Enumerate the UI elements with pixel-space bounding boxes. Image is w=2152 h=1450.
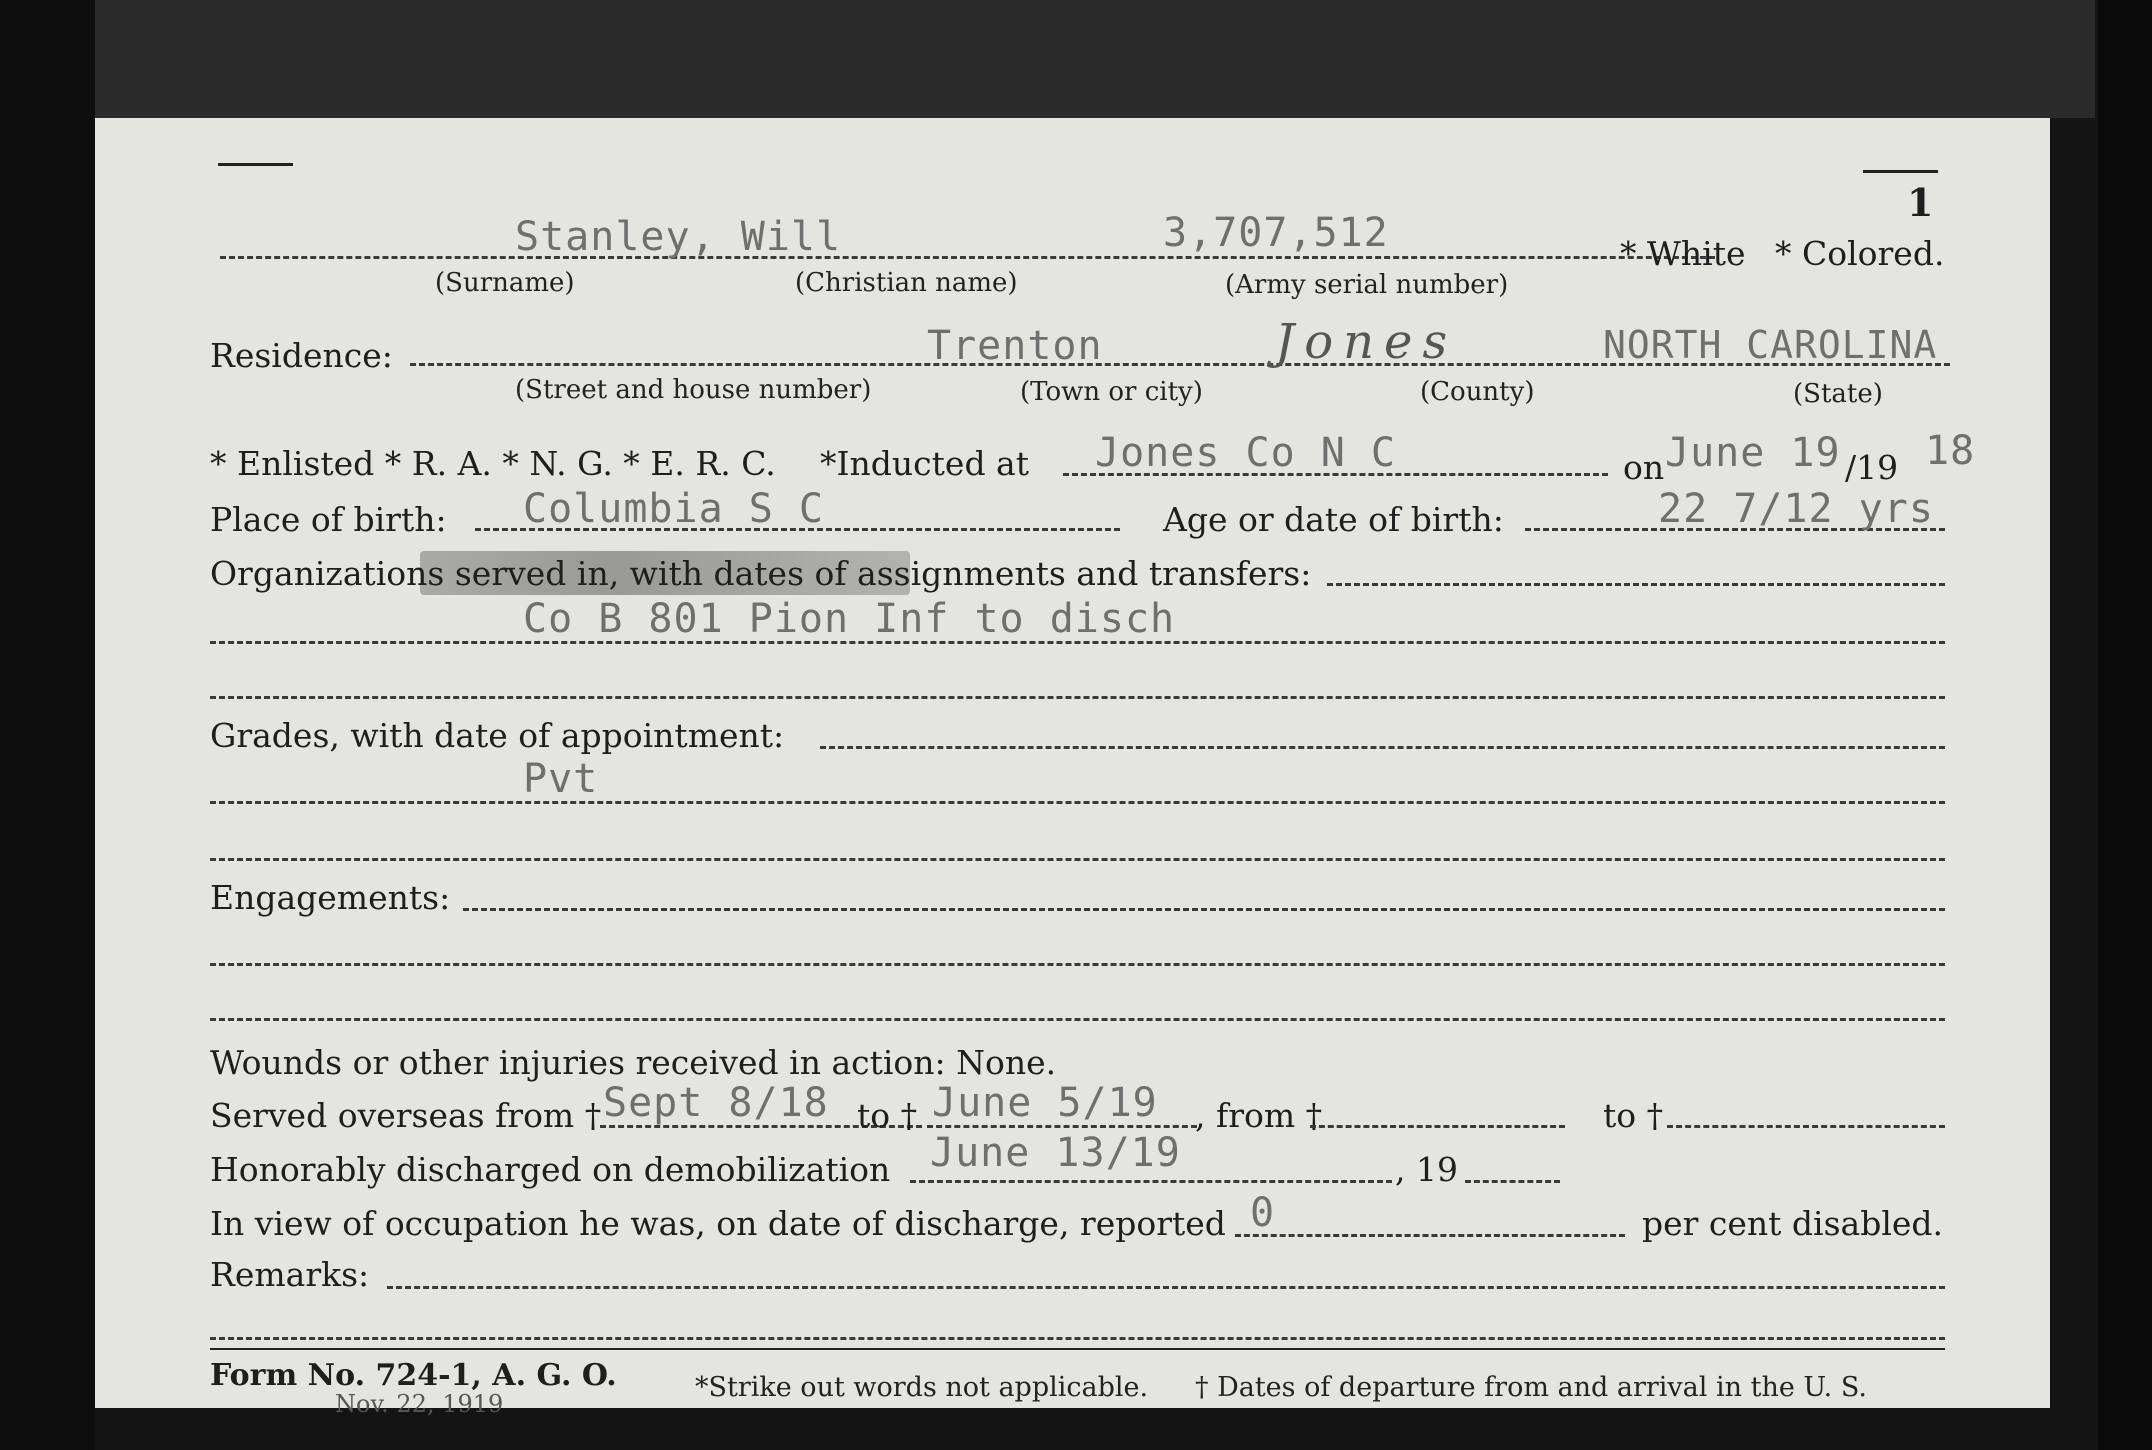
year-prefix: /19 (1845, 448, 1899, 487)
engagements-line-1 (463, 908, 1945, 911)
disability-suffix: per cent disabled. (1642, 1204, 1944, 1243)
service-record-card (95, 118, 2050, 1418)
form-date: Nov. 22, 1919 (335, 1390, 504, 1418)
race-white: * White (1620, 234, 1746, 273)
footer-rule (210, 1348, 1945, 1350)
form-number: Form No. 724-1, A. G. O. (210, 1358, 617, 1393)
name-line (220, 256, 1715, 259)
state-caption: (State) (1793, 379, 1883, 409)
remarks-line-1 (387, 1286, 1945, 1289)
discharge-label: Honorably discharged on demobilization (210, 1150, 891, 1189)
discharge-line (910, 1180, 1392, 1183)
age-label: Age or date of birth: (1163, 500, 1504, 539)
overseas-label: Served overseas from † (210, 1096, 602, 1135)
grade: Pvt (523, 756, 599, 802)
serial-caption: (Army serial number) (1225, 270, 1509, 300)
on-label: on (1623, 448, 1665, 487)
scan-right-edge (2098, 0, 2152, 1450)
overseas-from-date: Sept 8/18 (603, 1080, 829, 1126)
grades-line-2 (210, 801, 1945, 804)
remarks-label: Remarks: (210, 1255, 370, 1294)
birthplace: Columbia S C (523, 486, 824, 532)
christian-name-caption: (Christian name) (795, 268, 1018, 298)
engagements-line-3 (210, 1018, 1945, 1021)
scan-left-edge (0, 0, 95, 1450)
page-number: 1 (1907, 180, 1934, 225)
county-caption: (County) (1420, 377, 1535, 407)
birthplace-label: Place of birth: (210, 500, 447, 539)
inducted-label: *Inducted at (820, 444, 1029, 483)
organizations-line-3 (210, 696, 1945, 699)
town-caption: (Town or city) (1020, 377, 1203, 407)
enlistment-type-options: * Enlisted * R. A. * N. G. * E. R. C. (210, 444, 776, 483)
residence-county: Jones (1275, 314, 1458, 370)
footnote-dates: † Dates of departure from and arrival in the U. S. (1195, 1372, 1867, 1403)
organizations-line-1 (1327, 583, 1945, 586)
overseas-to2-label: to † (1603, 1096, 1664, 1135)
overseas-from2-label: , from † (1195, 1096, 1323, 1135)
organization-assignment: Co B 801 Pion Inf to disch (523, 596, 1176, 642)
overseas-from2-line (1310, 1125, 1565, 1128)
top-left-rule (218, 163, 293, 166)
inducted-year: 18 (1925, 428, 1976, 474)
disability-label: In view of occupation he was, on date of discharge, reported (210, 1204, 1226, 1243)
army-serial-number: 3,707,512 (1163, 210, 1389, 256)
residence-state: NORTH CAROLINA (1603, 323, 1938, 367)
engagements-label: Engagements: (210, 878, 451, 917)
inducted-place: Jones Co N C (1095, 430, 1396, 476)
engagements-line-2 (210, 963, 1945, 966)
remarks-line-2 (210, 1337, 1945, 1340)
grades-line-1 (820, 746, 1945, 749)
organizations-label: Organizations served in, with dates of assignments and transfers: (210, 554, 1312, 593)
top-right-rule (1863, 170, 1938, 173)
overseas-to-label: to † (857, 1096, 918, 1135)
inducted-date: June 19 (1665, 430, 1841, 476)
grades-label: Grades, with date of appointment: (210, 716, 785, 755)
wounds-text: Wounds or other injuries received in action: None. (210, 1043, 1057, 1082)
residence-label: Residence: (210, 336, 393, 375)
discharge-year-suffix: , 19 (1395, 1150, 1458, 1189)
street-caption: (Street and house number) (515, 375, 872, 405)
scan-top-band (95, 0, 2095, 118)
footnote-strike-out: *Strike out words not applicable. (695, 1372, 1149, 1403)
disability-percent: 0 (1250, 1190, 1276, 1236)
grades-line-3 (210, 858, 1945, 861)
residence-town: Trenton (927, 323, 1103, 369)
discharge-date: June 13/19 (930, 1130, 1181, 1176)
overseas-to2-line (1667, 1125, 1945, 1128)
disability-line (1235, 1234, 1625, 1237)
discharge-year-line (1465, 1180, 1560, 1183)
age: 22 7/12 yrs (1658, 486, 1934, 532)
overseas-to-date: June 5/19 (932, 1080, 1158, 1126)
surname-caption: (Surname) (435, 268, 575, 298)
race-colored: * Colored. (1775, 234, 1945, 273)
soldier-name: Stanley, Will (515, 214, 842, 260)
